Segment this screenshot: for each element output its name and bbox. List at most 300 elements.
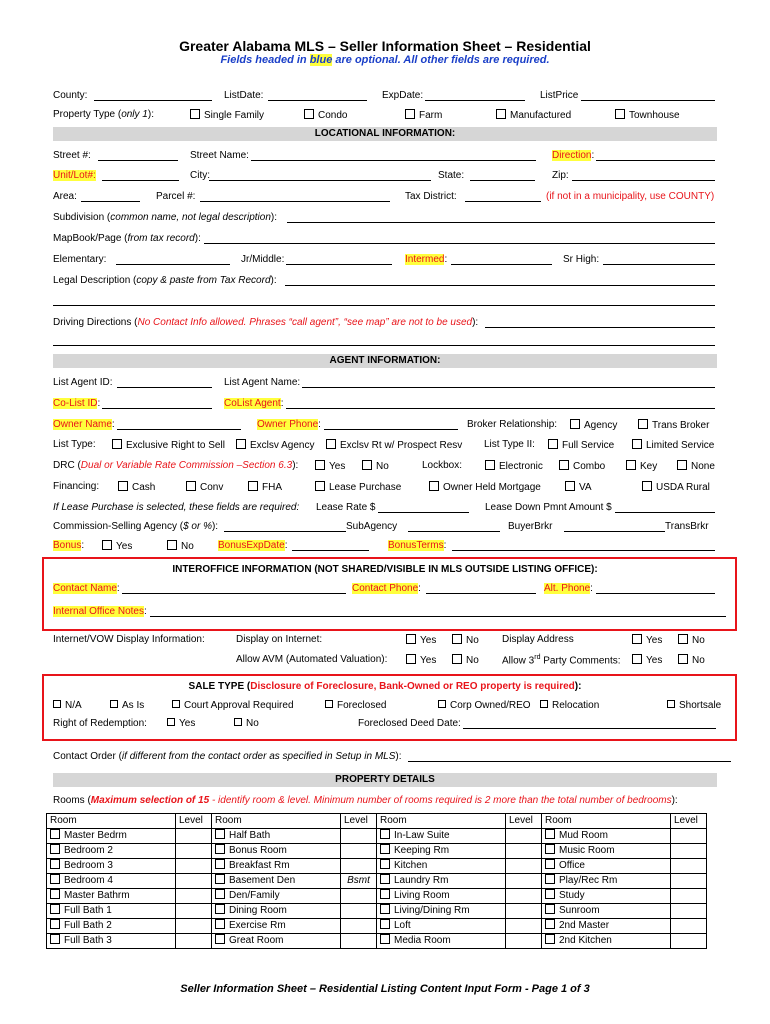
col-level: Level bbox=[671, 814, 707, 829]
room-cell[interactable] bbox=[542, 874, 671, 889]
col-level: Level bbox=[341, 814, 377, 829]
state-field[interactable] bbox=[470, 180, 535, 181]
checkbox-icon[interactable] bbox=[632, 634, 642, 644]
display-address-label: Display Address bbox=[502, 634, 574, 645]
room-cell[interactable] bbox=[377, 859, 506, 874]
level-cell[interactable] bbox=[506, 889, 542, 904]
colist-id-field[interactable] bbox=[102, 408, 212, 409]
di-yes-text: Yes bbox=[420, 635, 437, 646]
level-cell[interactable] bbox=[506, 859, 542, 874]
area-field[interactable] bbox=[81, 201, 140, 202]
parcel-field[interactable] bbox=[200, 201, 390, 202]
room-cell[interactable] bbox=[47, 934, 176, 949]
checkbox-icon[interactable] bbox=[102, 540, 112, 550]
court-text: Court Approval Required bbox=[184, 700, 294, 711]
level-cell[interactable] bbox=[176, 859, 212, 874]
pt-option-label: Condo bbox=[318, 110, 348, 121]
intermed-field[interactable] bbox=[451, 264, 552, 265]
checkbox-icon[interactable] bbox=[380, 874, 390, 884]
contact-order-field[interactable] bbox=[408, 761, 731, 762]
checkbox-icon[interactable] bbox=[540, 700, 548, 708]
driving-field-2[interactable] bbox=[53, 345, 715, 346]
room-cell[interactable] bbox=[47, 919, 176, 934]
checkbox-icon[interactable] bbox=[53, 700, 61, 708]
checkbox-icon[interactable] bbox=[315, 481, 325, 491]
checkbox-icon[interactable] bbox=[677, 460, 687, 470]
subtitle-pre: Fields headed in bbox=[220, 54, 310, 66]
checkbox-icon[interactable] bbox=[236, 439, 246, 449]
drc-no-option[interactable] bbox=[362, 460, 389, 472]
direction-field[interactable] bbox=[596, 160, 715, 161]
transbrkr-label: TransBrkr bbox=[665, 521, 709, 532]
checkbox-icon[interactable] bbox=[406, 634, 416, 644]
conv-option[interactable] bbox=[186, 481, 223, 493]
checkbox-icon[interactable] bbox=[50, 904, 60, 914]
checkbox-icon[interactable] bbox=[215, 934, 225, 944]
pt-condo[interactable] bbox=[304, 109, 347, 121]
legal-post: ): bbox=[270, 275, 277, 286]
mapbook-post: ): bbox=[194, 233, 201, 244]
contact-name-field[interactable] bbox=[122, 593, 346, 594]
level-cell[interactable] bbox=[671, 859, 707, 874]
subdivision-pre: Subdivision ( bbox=[53, 212, 111, 223]
checkbox-icon[interactable] bbox=[667, 700, 675, 708]
level-cell[interactable] bbox=[506, 874, 542, 889]
internal-notes-field[interactable] bbox=[150, 616, 726, 617]
legal-pre: Legal Description ( bbox=[53, 275, 137, 286]
section-agent: AGENT INFORMATION: bbox=[53, 354, 717, 368]
level-cell[interactable] bbox=[341, 919, 377, 934]
checkbox-icon[interactable] bbox=[545, 919, 555, 929]
srhigh-field[interactable] bbox=[603, 264, 715, 265]
checkbox-icon[interactable] bbox=[50, 934, 60, 944]
red-no-text: No bbox=[246, 718, 259, 729]
lease-rate-label: Lease Rate $ bbox=[316, 502, 376, 513]
room-label: Full Bath 3 bbox=[64, 935, 112, 946]
checkbox-icon[interactable] bbox=[632, 439, 642, 449]
exclsv-rt-option[interactable] bbox=[326, 439, 462, 451]
checkbox-icon[interactable] bbox=[215, 889, 225, 899]
rooms-note bbox=[53, 795, 678, 806]
contact-phone-field[interactable] bbox=[426, 593, 536, 594]
bonus-exp-text: BonusExpDate bbox=[218, 540, 285, 551]
level-cell[interactable] bbox=[176, 844, 212, 859]
room-cell[interactable] bbox=[212, 874, 341, 889]
checkbox-icon[interactable] bbox=[167, 540, 177, 550]
owner-name-field[interactable] bbox=[117, 429, 241, 430]
legal-field[interactable] bbox=[285, 285, 715, 286]
jrmiddle-field[interactable] bbox=[286, 264, 392, 265]
room-label: Living/Dining Rm bbox=[394, 905, 470, 916]
avm-yes-text: Yes bbox=[420, 655, 437, 666]
da-yes-text: Yes bbox=[646, 635, 663, 646]
bonus-yes-option[interactable] bbox=[102, 540, 132, 552]
unit-lot-text: Unit/Lot#: bbox=[53, 170, 96, 181]
level-cell[interactable] bbox=[176, 874, 212, 889]
room-label: 2nd Kitchen bbox=[559, 935, 612, 946]
redemption-no[interactable] bbox=[234, 718, 259, 729]
limited-service-text: Limited Service bbox=[646, 440, 715, 451]
checkbox-icon[interactable] bbox=[545, 844, 555, 854]
level-cell[interactable] bbox=[506, 829, 542, 844]
room-cell[interactable] bbox=[212, 859, 341, 874]
pt-manufactured[interactable] bbox=[496, 109, 571, 121]
intermed-text: Intermed bbox=[405, 254, 445, 265]
listdate-field[interactable] bbox=[268, 100, 367, 101]
room-cell[interactable] bbox=[212, 844, 341, 859]
commission-field[interactable] bbox=[224, 531, 346, 532]
elementary-field[interactable] bbox=[116, 264, 230, 265]
drc-pre: DRC ( bbox=[53, 460, 81, 471]
checkbox-icon[interactable] bbox=[565, 481, 575, 491]
list-agent-id-label: List Agent ID: bbox=[53, 377, 113, 388]
tax-district-field[interactable] bbox=[465, 201, 541, 202]
checkbox-icon[interactable] bbox=[559, 460, 569, 470]
level-cell[interactable] bbox=[341, 829, 377, 844]
checkbox-icon[interactable] bbox=[215, 904, 225, 914]
sale-as-is-option[interactable] bbox=[110, 700, 144, 711]
room-cell[interactable] bbox=[542, 859, 671, 874]
checkbox-icon[interactable] bbox=[380, 859, 390, 869]
sale-relocation-option[interactable] bbox=[540, 700, 599, 711]
va-option[interactable] bbox=[565, 481, 592, 493]
list-type2-label: List Type II: bbox=[484, 439, 535, 450]
checkbox-icon[interactable] bbox=[50, 829, 60, 839]
checkbox-icon[interactable] bbox=[548, 439, 558, 449]
checkbox-icon[interactable] bbox=[642, 481, 652, 491]
col-room: Room bbox=[47, 814, 176, 829]
room-cell[interactable] bbox=[542, 829, 671, 844]
key-option[interactable] bbox=[626, 460, 657, 472]
county-field[interactable] bbox=[94, 100, 212, 101]
checkbox-icon[interactable] bbox=[380, 844, 390, 854]
checkbox-icon[interactable] bbox=[545, 874, 555, 884]
bonus-terms-field[interactable] bbox=[452, 550, 715, 551]
checkbox-icon[interactable] bbox=[234, 718, 242, 726]
zip-label: Zip: bbox=[552, 170, 569, 181]
room-cell[interactable] bbox=[542, 844, 671, 859]
room-cell[interactable] bbox=[212, 919, 341, 934]
level-cell[interactable] bbox=[341, 844, 377, 859]
contact-name-label: Contact Name: bbox=[53, 583, 120, 594]
full-service-option[interactable] bbox=[548, 439, 614, 451]
level-cell[interactable] bbox=[671, 919, 707, 934]
room-label: Breakfast Rm bbox=[229, 860, 290, 871]
bonus-no-option[interactable] bbox=[167, 540, 194, 552]
checkbox-icon[interactable] bbox=[452, 654, 462, 664]
level-cell[interactable] bbox=[506, 919, 542, 934]
lease-note: If Lease Purchase is selected, these fields are required: bbox=[53, 502, 300, 513]
room-cell[interactable] bbox=[377, 874, 506, 889]
allow-avm-no[interactable] bbox=[452, 654, 479, 666]
checkbox-icon[interactable] bbox=[362, 460, 372, 470]
checkbox-icon[interactable] bbox=[545, 934, 555, 944]
room-label: Basement Den bbox=[229, 875, 296, 886]
rn-pre: Rooms ( bbox=[53, 795, 91, 806]
room-cell[interactable] bbox=[377, 919, 506, 934]
lockbox-label: Lockbox: bbox=[422, 460, 463, 471]
checkbox-icon[interactable] bbox=[405, 109, 415, 119]
checkbox-icon[interactable] bbox=[118, 481, 128, 491]
tax-district-note: (if not in a municipality, use COUNTY) bbox=[546, 191, 715, 202]
room-cell[interactable] bbox=[377, 889, 506, 904]
trans-broker-option[interactable] bbox=[638, 419, 709, 431]
street-name-field[interactable] bbox=[251, 160, 536, 161]
list-agent-name-field[interactable] bbox=[302, 387, 715, 388]
state-label: State: bbox=[438, 170, 465, 181]
level-cell[interactable] bbox=[176, 919, 212, 934]
display-internet-yes[interactable] bbox=[406, 634, 436, 646]
checkbox-icon[interactable] bbox=[215, 874, 225, 884]
level-cell[interactable] bbox=[671, 844, 707, 859]
room-cell[interactable] bbox=[47, 904, 176, 919]
checkbox-icon[interactable] bbox=[545, 859, 555, 869]
pt-single-family[interactable] bbox=[190, 109, 264, 121]
checkbox-icon[interactable] bbox=[545, 829, 555, 839]
section-locational: LOCATIONAL INFORMATION: bbox=[53, 127, 717, 141]
none-option[interactable] bbox=[677, 460, 715, 472]
checkbox-icon[interactable] bbox=[190, 109, 200, 119]
drc-yes-option[interactable] bbox=[315, 460, 345, 472]
subdivision-it: common name, not legal description bbox=[110, 212, 271, 223]
checkbox-icon[interactable] bbox=[570, 419, 580, 429]
checkbox-icon[interactable] bbox=[172, 700, 180, 708]
level-cell[interactable] bbox=[341, 934, 377, 949]
fha-option[interactable] bbox=[248, 481, 282, 493]
room-cell[interactable] bbox=[47, 859, 176, 874]
room-cell[interactable] bbox=[212, 829, 341, 844]
room-cell[interactable] bbox=[542, 904, 671, 919]
room-label: Loft bbox=[394, 920, 411, 931]
sale-corp-option[interactable] bbox=[438, 700, 531, 711]
room-cell[interactable] bbox=[377, 904, 506, 919]
bonus-terms-label: BonusTerms: bbox=[388, 540, 447, 551]
room-cell[interactable] bbox=[542, 889, 671, 904]
expdate-field[interactable] bbox=[425, 100, 525, 101]
checkbox-icon[interactable] bbox=[380, 904, 390, 914]
checkbox-icon[interactable] bbox=[215, 829, 225, 839]
level-cell[interactable] bbox=[671, 889, 707, 904]
internal-notes-text: Internal Office Notes bbox=[53, 606, 144, 617]
exclusive-text: Exclusive Right to Sell bbox=[126, 440, 225, 451]
checkbox-icon[interactable] bbox=[315, 460, 325, 470]
room-cell[interactable] bbox=[212, 934, 341, 949]
listprice-field[interactable] bbox=[581, 100, 715, 101]
checkbox-icon[interactable] bbox=[50, 919, 60, 929]
table-row bbox=[47, 859, 707, 874]
room-cell[interactable] bbox=[542, 934, 671, 949]
checkbox-icon[interactable] bbox=[50, 859, 60, 869]
checkbox-icon[interactable] bbox=[638, 419, 648, 429]
checkbox-icon[interactable] bbox=[112, 439, 122, 449]
lease-down-label: Lease Down Pmnt Amount $ bbox=[485, 502, 612, 513]
level-cell[interactable] bbox=[671, 934, 707, 949]
checkbox-icon[interactable] bbox=[215, 859, 225, 869]
checkbox-icon[interactable] bbox=[438, 700, 446, 708]
relocation-text: Relocation bbox=[552, 700, 600, 711]
mapbook-field[interactable] bbox=[204, 243, 715, 244]
level-cell[interactable] bbox=[671, 874, 707, 889]
list-agent-id-field[interactable] bbox=[117, 387, 212, 388]
buyerbrkr-field[interactable] bbox=[564, 531, 665, 532]
level-cell[interactable] bbox=[176, 829, 212, 844]
room-cell[interactable] bbox=[47, 874, 176, 889]
unit-lot-field[interactable] bbox=[102, 180, 179, 181]
display-address-no[interactable] bbox=[678, 634, 705, 646]
da-no-text: No bbox=[692, 635, 705, 646]
lease-down-field[interactable] bbox=[615, 512, 715, 513]
subdivision-field[interactable] bbox=[287, 222, 715, 223]
checkbox-icon[interactable] bbox=[304, 109, 314, 119]
checkbox-icon[interactable] bbox=[325, 700, 333, 708]
level-cell[interactable] bbox=[506, 904, 542, 919]
level-cell[interactable] bbox=[176, 889, 212, 904]
checkbox-icon[interactable] bbox=[496, 109, 506, 119]
owner-held-option[interactable] bbox=[429, 481, 541, 493]
room-label: Keeping Rm bbox=[394, 845, 450, 856]
cash-option[interactable] bbox=[118, 481, 155, 493]
display-address-yes[interactable] bbox=[632, 634, 662, 646]
level-cell[interactable] bbox=[341, 904, 377, 919]
checkbox-icon[interactable] bbox=[50, 889, 60, 899]
exclusive-option[interactable] bbox=[112, 439, 225, 451]
electronic-text: Electronic bbox=[499, 461, 543, 472]
checkbox-icon[interactable] bbox=[545, 889, 555, 899]
allow-3rd-no[interactable] bbox=[678, 654, 705, 666]
colist-agent-field[interactable] bbox=[286, 408, 715, 409]
sale-na-option[interactable] bbox=[53, 700, 82, 711]
display-internet-no[interactable] bbox=[452, 634, 479, 646]
room-label: Dining Room bbox=[229, 905, 287, 916]
room-cell[interactable] bbox=[47, 829, 176, 844]
bonus-no-text: No bbox=[181, 541, 194, 552]
checkbox-icon[interactable] bbox=[50, 844, 60, 854]
table-row bbox=[47, 904, 707, 919]
level-cell[interactable] bbox=[176, 904, 212, 919]
checkbox-icon[interactable] bbox=[380, 919, 390, 929]
limited-service-option[interactable] bbox=[632, 439, 714, 451]
level-cell[interactable] bbox=[341, 859, 377, 874]
checkbox-icon[interactable] bbox=[186, 481, 196, 491]
pt-townhouse[interactable] bbox=[615, 109, 680, 121]
a3-no-text: No bbox=[692, 655, 705, 666]
checkbox-icon[interactable] bbox=[110, 700, 118, 708]
listprice-label: ListPrice bbox=[540, 90, 579, 101]
room-label: Full Bath 2 bbox=[64, 920, 112, 931]
city-field[interactable] bbox=[209, 180, 431, 181]
checkbox-icon[interactable] bbox=[485, 460, 495, 470]
room-cell[interactable] bbox=[47, 889, 176, 904]
room-cell[interactable] bbox=[542, 919, 671, 934]
drc-label bbox=[53, 460, 298, 471]
checkbox-icon[interactable] bbox=[50, 874, 60, 884]
page-footer: Seller Information Sheet – Residential Listing Content Input Form - Page 1 of 3 bbox=[180, 983, 590, 995]
room-cell[interactable] bbox=[377, 829, 506, 844]
exclsv-agency-option[interactable] bbox=[236, 439, 314, 451]
checkbox-icon[interactable] bbox=[678, 634, 688, 644]
driving-field[interactable] bbox=[485, 327, 715, 328]
allow-3rd-yes[interactable] bbox=[632, 654, 662, 666]
room-cell[interactable] bbox=[377, 934, 506, 949]
allow-avm-yes[interactable] bbox=[406, 654, 436, 666]
room-cell[interactable] bbox=[212, 904, 341, 919]
lease-purchase-option[interactable] bbox=[315, 481, 401, 493]
zip-field[interactable] bbox=[572, 180, 715, 181]
level-cell[interactable] bbox=[341, 889, 377, 904]
col-level: Level bbox=[506, 814, 542, 829]
allow-3rd-label bbox=[502, 654, 621, 666]
checkbox-icon[interactable] bbox=[167, 718, 175, 726]
checkbox-icon[interactable] bbox=[380, 934, 390, 944]
level-cell[interactable] bbox=[506, 934, 542, 949]
room-label: Play/Rec Rm bbox=[559, 875, 618, 886]
level-cell[interactable] bbox=[176, 934, 212, 949]
checkbox-icon[interactable] bbox=[615, 109, 625, 119]
combo-option[interactable] bbox=[559, 460, 605, 472]
usda-option[interactable] bbox=[642, 481, 710, 493]
owner-phone-field[interactable] bbox=[324, 429, 458, 430]
exclsv-rt-text: Exclsv Rt w/ Prospect Resv bbox=[340, 440, 463, 451]
deed-date-field[interactable] bbox=[463, 728, 716, 729]
checkbox-icon[interactable] bbox=[545, 904, 555, 914]
checkbox-icon[interactable] bbox=[632, 654, 642, 664]
a3-post: Party Comments: bbox=[540, 655, 621, 667]
checkbox-icon[interactable] bbox=[406, 654, 416, 664]
checkbox-icon[interactable] bbox=[429, 481, 439, 491]
checkbox-icon[interactable] bbox=[380, 889, 390, 899]
contact-phone-text: Contact Phone bbox=[352, 583, 419, 594]
jrmiddle-label: Jr/Middle: bbox=[241, 254, 285, 265]
checkbox-icon[interactable] bbox=[215, 844, 225, 854]
checkbox-icon[interactable] bbox=[248, 481, 258, 491]
subagency-field[interactable] bbox=[408, 531, 500, 532]
checkbox-icon[interactable] bbox=[215, 919, 225, 929]
alt-phone-field[interactable] bbox=[596, 593, 715, 594]
level-cell[interactable] bbox=[671, 904, 707, 919]
sale-shortsale-option[interactable] bbox=[667, 700, 721, 711]
level-cell[interactable] bbox=[341, 874, 377, 889]
di-no-text: No bbox=[466, 635, 479, 646]
direction-text: Direction bbox=[552, 150, 592, 161]
street-num-field[interactable] bbox=[98, 160, 178, 161]
room-cell[interactable] bbox=[47, 844, 176, 859]
room-cell[interactable] bbox=[212, 889, 341, 904]
sale-foreclosed-option[interactable] bbox=[325, 700, 386, 711]
pt-farm[interactable] bbox=[405, 109, 442, 121]
level-cell[interactable] bbox=[506, 844, 542, 859]
electronic-option[interactable] bbox=[485, 460, 543, 472]
lease-rate-field[interactable] bbox=[378, 512, 469, 513]
checkbox-icon[interactable] bbox=[452, 634, 462, 644]
legal-field-2[interactable] bbox=[53, 305, 715, 306]
redemption-yes[interactable] bbox=[167, 718, 195, 729]
bonus-exp-field[interactable] bbox=[292, 550, 369, 551]
alt-phone-label: Alt. Phone: bbox=[544, 583, 593, 594]
table-row bbox=[47, 829, 707, 844]
checkbox-icon[interactable] bbox=[626, 460, 636, 470]
agency-option[interactable] bbox=[570, 419, 617, 431]
sale-court-option[interactable] bbox=[172, 700, 294, 711]
checkbox-icon[interactable] bbox=[678, 654, 688, 664]
checkbox-icon[interactable] bbox=[380, 829, 390, 839]
list-agent-name-label: List Agent Name: bbox=[224, 377, 301, 388]
corp-text: Corp Owned/REO bbox=[450, 700, 531, 711]
contact-order-label bbox=[53, 751, 402, 762]
checkbox-icon[interactable] bbox=[326, 439, 336, 449]
level-cell[interactable] bbox=[671, 829, 707, 844]
room-cell[interactable] bbox=[377, 844, 506, 859]
a3-yes-text: Yes bbox=[646, 655, 663, 666]
